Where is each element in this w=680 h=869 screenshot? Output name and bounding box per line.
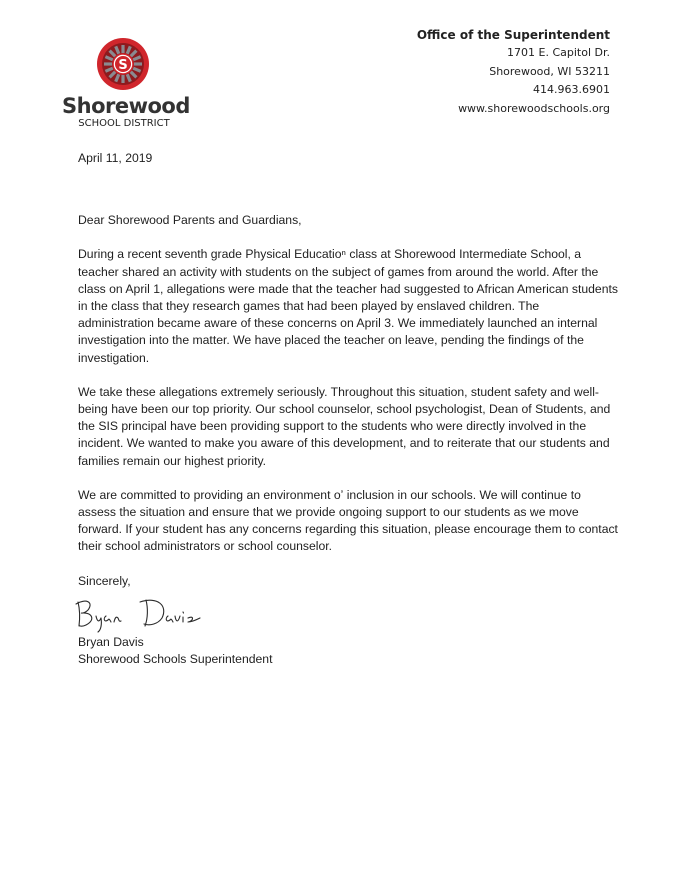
letter-date: April 11, 2019 (78, 151, 153, 165)
letter-body (78, 150, 618, 668)
district-subtitle: SCHOOL DISTRICT (78, 118, 170, 129)
shorewood-wheel-logo-icon (95, 36, 151, 92)
closing: Sincerely, (78, 573, 131, 588)
website-url: www.shorewoodschools.org (458, 101, 610, 115)
signer-title: Shorewood Schools Superintendent (78, 652, 273, 667)
office-letterhead (417, 26, 610, 118)
signer-name: Bryan Davis (78, 634, 144, 649)
paragraph-1: During a recent seventh grade Physical Educatioⁿ class at Shorewood Intermediate School, a teacher shared an activity with students on the subject of games from around the world. After the class on April 1, allegations were made that the teacher had suggested to African American students in the class that they research games that had been played by enslaved children. The administration became aware of these concerns on April 3. We immediately launched an internal investigation into the matter. We have placed the teacher on leave, pending the findings of the investigation. (78, 247, 618, 365)
district-logo (62, 36, 190, 130)
svg-text:S: S (118, 58, 128, 73)
handwritten-signature-icon (70, 596, 618, 634)
address-line-1: 1701 E. Capitol Dr. (507, 46, 610, 59)
address-line-2: Shorewood, WI 53211 (489, 64, 610, 78)
office-title: Office of the Superintendent (416, 28, 610, 42)
paragraph-3: We are committed to providing an environment oʼ inclusion in our schools. We will continue to assess the situation and ensure that we provide ongoing support to our students as we move forward. If your student has any concerns regarding this situation, please encourage them to contact their school administrators or school counselor. (78, 487, 618, 554)
district-name: Shorewood (62, 94, 190, 118)
paragraph-2: We take these allegations extremely seriously. Throughout this situation, student safety and well-being have been our top priority. Our school counselor, school psychologist, Dean of Students, and the SIS principal have been providing support to the students who were directly involved in the incident. We wanted to make you aware of this development, and to reiterate that our students and families remain our highest priority. (78, 384, 611, 468)
salutation: Dear Shorewood Parents and Guardians, (78, 213, 302, 228)
phone-number: 414.963.6901 (533, 83, 610, 96)
